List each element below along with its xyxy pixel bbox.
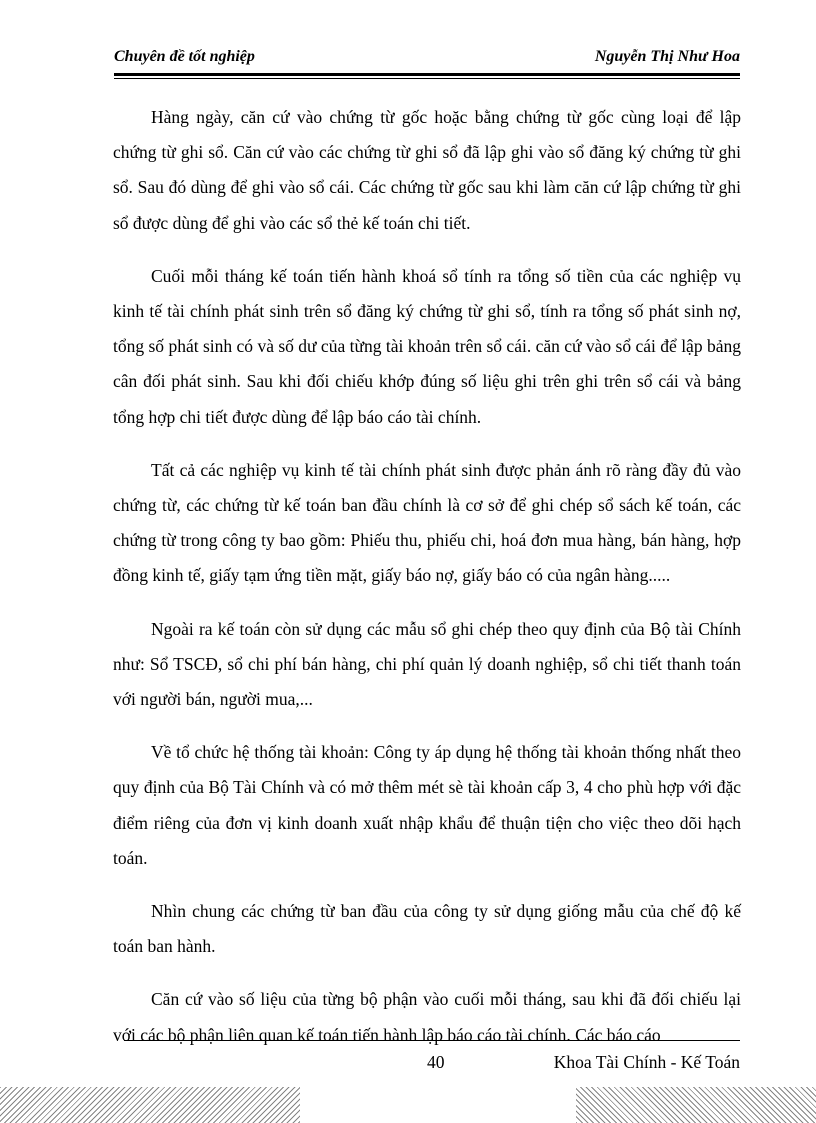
header-title: Chuyên đề tốt nghiệp: [114, 48, 255, 65]
header-author: Nguyễn Thị Như Hoa: [594, 48, 740, 65]
document-body: [113, 100, 741, 1071]
paragraph: Về tổ chức hệ thống tài khoản: Công ty áp dụng hệ thống tài khoản thống nhất theo quy định của Bộ Tài Chính và có mở thêm mét sè tài khoản cấp 3, 4 cho phù hợp với đặc điểm riêng của đơn vị kinh doanh xuất nhập khẩu để thuận tiện cho việc theo dõi hạch toán.: [113, 742, 741, 868]
paragraph: Nhìn chung các chứng từ ban đầu của công ty sử dụng giống mẫu của chế độ kế toán ban hành.: [113, 901, 741, 957]
paragraph: Hàng ngày, căn cứ vào chứng từ gốc hoặc bằng chứng từ gốc cùng loại để lập chứng từ ghi sổ. Căn cứ vào các chứng từ ghi sổ đã lập ghi vào sổ đăng ký chứng từ ghi sổ. Sau đó dùng để ghi vào sổ cái. Các chứng từ gốc sau khi làm căn cứ lập chứng từ ghi sổ được dùng để ghi vào các sổ thẻ kế toán chi tiết.: [113, 107, 741, 233]
paragraph: Cuối mỗi tháng kế toán tiến hành khoá sổ tính ra tổng số tiền của các nghiệp vụ kinh tế tài chính phát sinh trên sổ đăng ký chứng từ ghi sổ, tính ra tổng số phát sinh nợ, tổng số phát sinh có và số dư của từng tài khoản trên sổ cái. căn cứ vào sổ cái để lập bảng cân đối phát sinh. Sau khi đối chiếu khớp đúng số liệu ghi trên ghi trên sổ cái và bảng tổng hợp chi tiết được dùng để lập báo cáo tài chính.: [113, 265, 741, 427]
page-header: [114, 44, 740, 74]
page-number: 40: [427, 1052, 445, 1072]
header-rule-thick: [114, 73, 740, 76]
footer-rule: [124, 1040, 740, 1041]
footer-department: Khoa Tài Chính - Kế Toán: [553, 1052, 740, 1072]
paragraph: Tất cả các nghiệp vụ kinh tế tài chính phát sinh được phản ánh rõ ràng đầy đủ vào chứng từ, các chứng từ kế toán ban đầu chính là cơ sở để ghi chép sổ sách kế toán, các chứng từ trong công ty bao gồm: Phiếu thu, phiếu chi, hoá đơn mua hàng, bán hàng, hợp đồng kinh tế, giấy tạm ứng tiền mặt, giấy báo nợ, giấy báo có của ngân hàng.....: [113, 459, 741, 586]
scan-shading-right: [576, 1087, 816, 1123]
paragraph: Ngoài ra kế toán còn sử dụng các mẫu sổ ghi chép theo quy định của Bộ tài Chính như: Sổ TSCĐ, sổ chi phí bán hàng, chi phí quản lý doanh nghiệp, sổ chi tiết thanh toán với người bán, người mua,...: [113, 618, 741, 710]
header-rule-thin: [114, 78, 740, 79]
paragraph: Căn cứ vào số liệu của từng bộ phận vào cuối mỗi tháng, sau khi đã đối chiếu lại với các bộ phận liên quan kế toán tiến hành lập báo cáo tài chính. Các báo cáo: [113, 989, 741, 1045]
scan-shading-left: [0, 1087, 300, 1123]
page-footer: [124, 1040, 740, 1080]
